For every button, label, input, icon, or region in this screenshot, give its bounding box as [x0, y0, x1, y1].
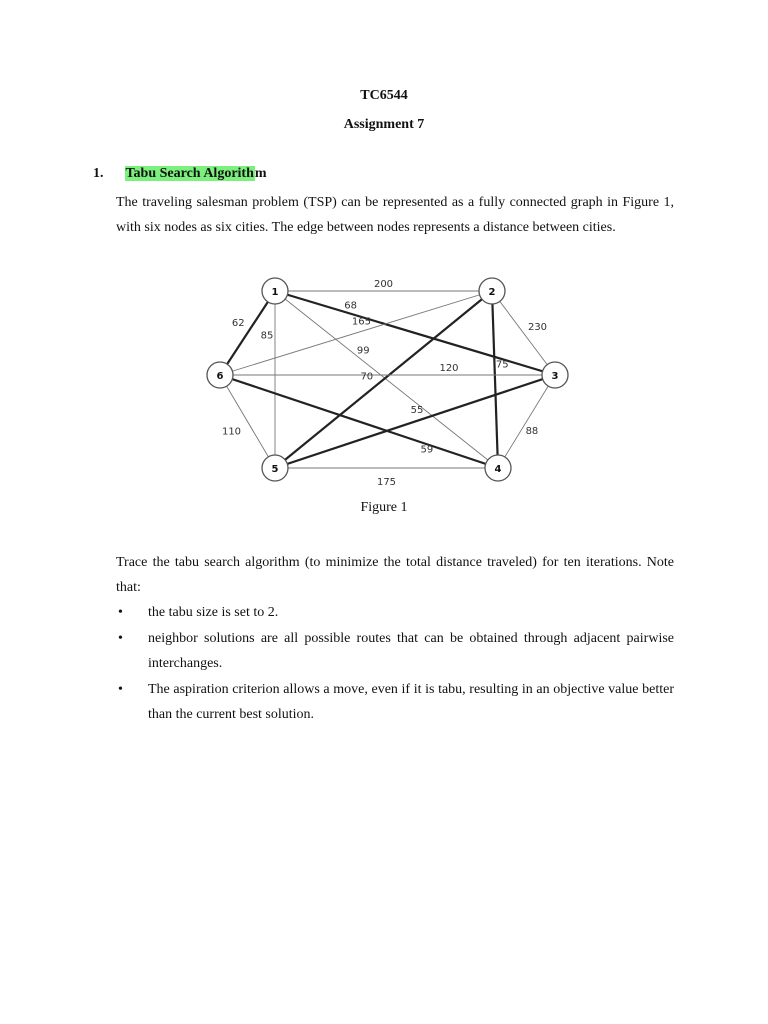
course-code: TC6544: [360, 88, 408, 103]
graph-node-5: [262, 455, 288, 481]
node-label: 4: [494, 464, 502, 475]
graph-edge-3-5: [275, 375, 555, 468]
trace-paragraph: Trace the tabu search algorithm (to minimize the total distance traveled) for ten iterations. Note that:: [116, 555, 674, 595]
node-label: 3: [551, 371, 559, 382]
graph-edge-3-4: [498, 375, 555, 468]
node-label: 5: [271, 464, 279, 475]
node-label: 2: [488, 287, 496, 298]
edge-weight-label: 88: [525, 425, 539, 437]
graph-edge-1-3: [275, 291, 555, 375]
assignment-title: Assignment 7: [343, 117, 425, 132]
bullet-icon: •: [118, 605, 123, 620]
list-item: • the tabu size is set to 2.: [116, 600, 674, 625]
section-title-rest: m: [254, 166, 267, 181]
edge-weight-label: 230: [527, 322, 548, 333]
graph-node-3: [542, 362, 568, 388]
edge-weight-label: 75: [495, 359, 509, 371]
edge-weight-label: 55: [410, 405, 424, 417]
edge-weight-label: 165: [351, 316, 371, 328]
edge-weight-label: 68: [344, 300, 357, 312]
graph-edge-2-4: [492, 291, 498, 468]
edge-weight-label: 70: [360, 371, 374, 383]
bullet-icon: •: [118, 682, 123, 697]
node-label: 1: [271, 287, 279, 298]
graph-nodes: [207, 278, 568, 481]
graph-node-6: [207, 362, 233, 388]
figure-caption: Figure 1: [360, 500, 408, 515]
intro-paragraph: The traveling salesman problem (TSP) can be represented as a fully connected graph in Figure 1, with six nodes as six cities. The edge between nodes represents a distance between cities.: [116, 195, 674, 235]
edge-weight-label: 175: [376, 477, 397, 488]
graph-node-4: [485, 455, 511, 481]
graph-edge-2-5: [275, 291, 492, 468]
edge-weight-label: 99: [356, 345, 370, 357]
graph-edge-5-6: [220, 375, 275, 468]
edge-weight-label: 200: [373, 279, 394, 290]
graph-node-2: [479, 278, 505, 304]
graph-edges: [220, 291, 555, 468]
edge-weight-label: 110: [221, 426, 242, 438]
node-label: 6: [216, 371, 224, 382]
list-item: • The aspiration criterion allows a move, even if it is tabu, resulting in an objective value better than the current best solution.: [116, 677, 674, 727]
bullet-icon: •: [118, 631, 123, 646]
edge-weight-label: 59: [420, 444, 434, 456]
section-heading: [93, 166, 267, 182]
list-item: • neighbor solutions are all possible routes that can be obtained through adjacent pairwise interchanges.: [116, 626, 674, 676]
edge-weight-label: 62: [231, 317, 245, 329]
section-number: 1.: [93, 166, 104, 181]
graph-node-1: [262, 278, 288, 304]
section-title-highlighted: Tabu Search Algorith: [125, 166, 254, 181]
notes-list: [116, 600, 674, 728]
edge-weight-label: 120: [439, 363, 459, 374]
edge-weight-label: 85: [260, 330, 274, 342]
tsp-graph-figure: [195, 265, 575, 495]
graph-edge-4-6: [220, 375, 498, 468]
